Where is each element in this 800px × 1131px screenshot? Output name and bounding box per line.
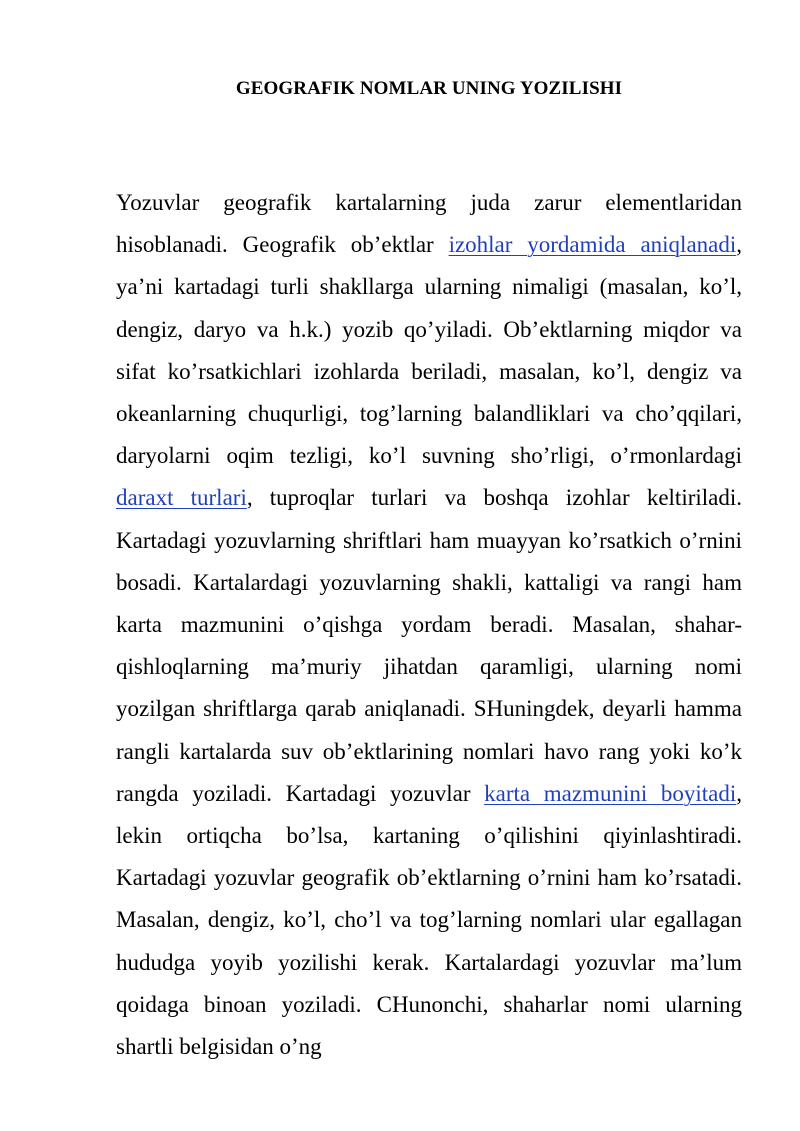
link-karta-mazmunini-boyitadi[interactable]: karta mazmunini boyitadi [484,780,737,806]
paragraph-text-1: Yozuvlar geografik kartalarning juda zarur elementlaridan hisoblanadi. Geografik ob’ektlar [116,190,742,258]
document-title: GEOGRAFIK NOMLAR UNING YOZILISHI [235,78,623,99]
paragraph-text-2: , ya’ni kartadagi turli shakllarga ularning nimaligi (masalan, ko’l, dengiz, daryo va h.k.) yozib qo’yiladi. Ob’ektlarning miqdor va sifat ko’rsatkichlari izohlarda beriladi, masalan, ko’l, dengiz va okeanlarning chuqurligi, tog’larning balandliklari va cho’qqilari, daryolarni oqim tezligi, ko’l suvning sho’rligi, o’rmonlardagi [116,232,742,469]
body-paragraph [116,182,742,1068]
link-izohlar-yordamida-aniqlanadi[interactable]: izohlar yordamida aniqlanadi [448,232,737,258]
link-daraxt-turlari[interactable]: daraxt turlari [116,485,247,511]
paragraph-text-4: , lekin ortiqcha bo’lsa, kartaning o’qilishini qiyinlashtiradi. Kartadagi yozuvlar geografik ob’ektlarning o’rnini ham ko’rsatadi. Masalan, dengiz, ko’l, cho’l va tog’larning nomlari ular egallagan hududga yoyib yozilishi kerak. Kartalardagi yozuvlar ma’lum qoidaga binoan yoziladi. CHunonchi, shaharlar nomi ularning shartli belgisidan o’ng [116,780,742,1060]
paragraph-text-3: , tuproqlar turlari va boshqa izohlar keltiriladi. Kartadagi yozuvlarning shriftlari ham muayyan ko’rsatkich o’rnini bosadi. Kartalardagi yozuvlarning shakli, kattaligi va rangi ham karta mazmunini o’qishga yordam beradi. Masalan, shahar-qishloqlarning ma’muriy jihatdan qaramligi, ularning nomi yozilgan shriftlarga qarab aniqlanadi. SHuningdek, deyarli hamma rangli kartalarda suv ob’ektlarining nomlari havo rang yoki ko’k rangda yoziladi. Kartadagi yozuvlar [116,485,742,806]
